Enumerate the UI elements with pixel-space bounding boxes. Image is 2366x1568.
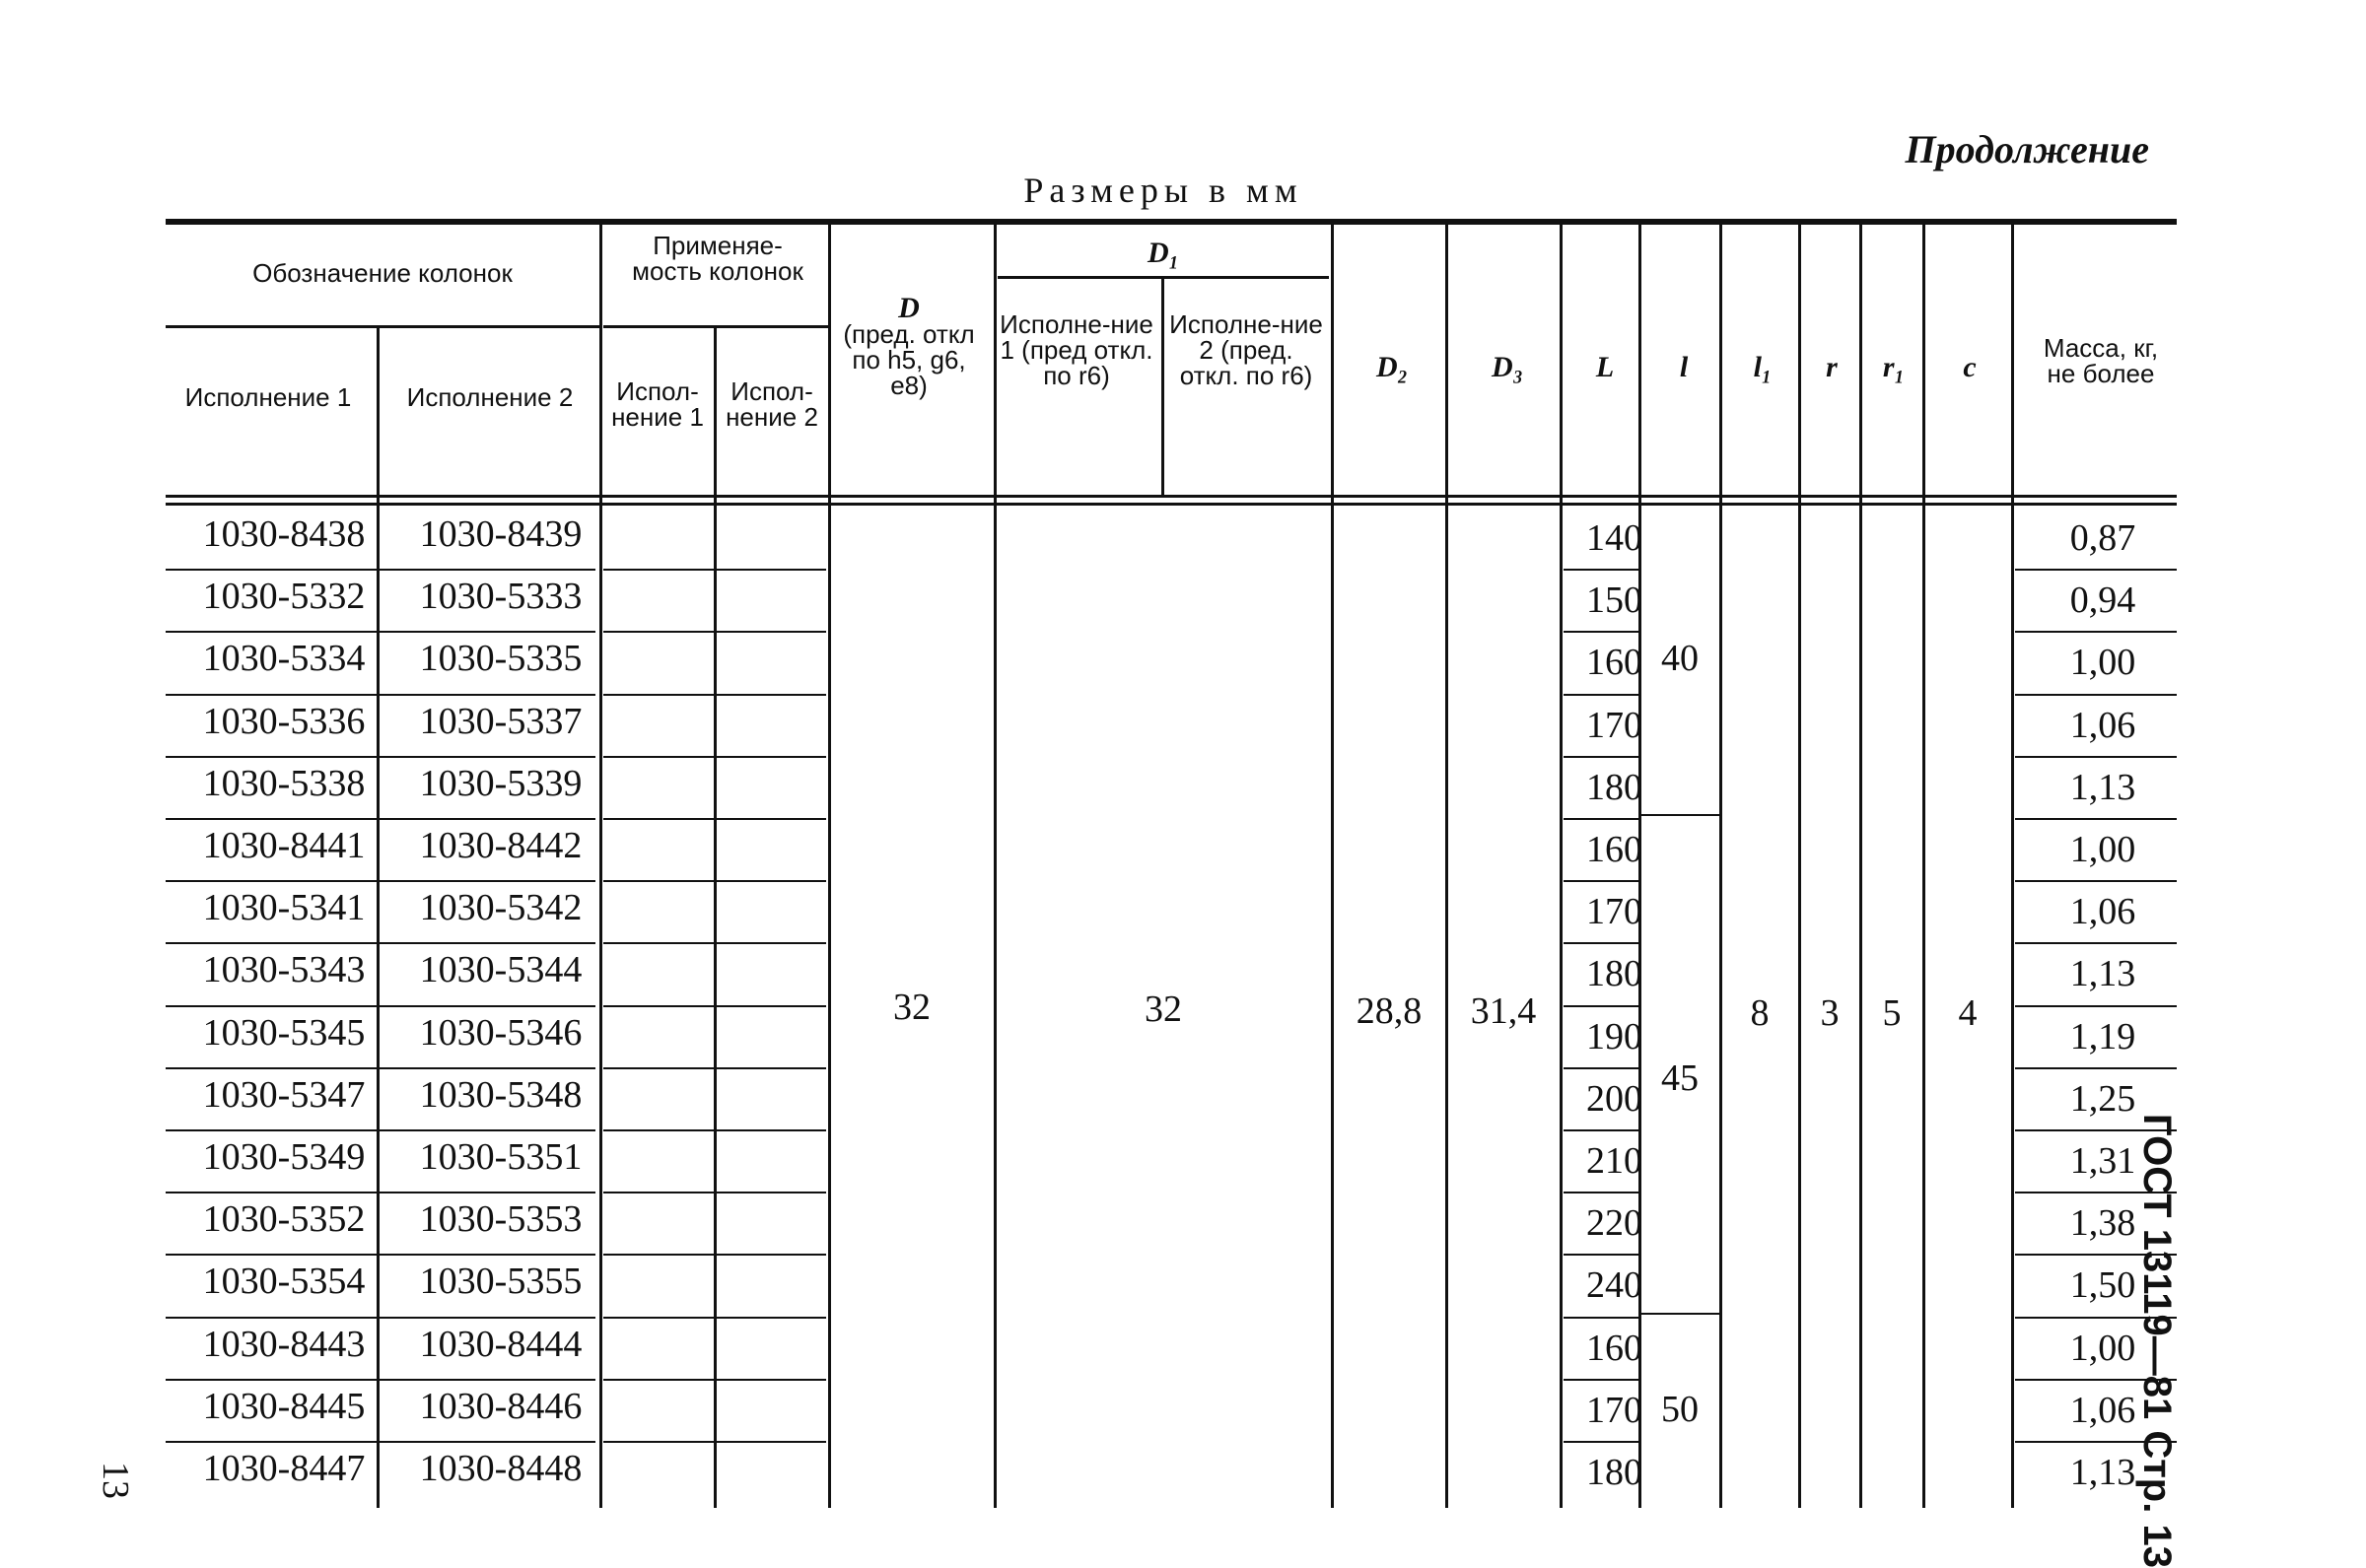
- row-exec1-code: 1030-8438: [202, 513, 366, 555]
- merged-c: 4: [1958, 992, 1978, 1034]
- row-rule-L: [1564, 1254, 1638, 1256]
- col-line: [1331, 225, 1334, 1508]
- row-mass-value: 1,06: [2069, 704, 2136, 746]
- row-rule-L: [1564, 1379, 1638, 1381]
- row-rule-applicability: [603, 756, 826, 758]
- page-number: 13: [95, 1462, 136, 1499]
- col-line: [828, 225, 831, 1508]
- row-rule-applicability: [603, 1005, 826, 1007]
- row-rule-applicability: [603, 631, 826, 633]
- row-exec1-code: 1030-5341: [202, 887, 366, 929]
- row-mass-value: 1,13: [2069, 1452, 2136, 1493]
- row-rule: [166, 1379, 595, 1381]
- header-D1-exec2: Исполне-ние 2 (пред. откл. по r6): [1169, 309, 1323, 390]
- col-line: [377, 325, 380, 1508]
- row-exec2-code: 1030-5348: [419, 1073, 583, 1116]
- header-D: [830, 292, 988, 400]
- header-rule-designation: [166, 325, 599, 328]
- header-r1-symbol: r₁: [1882, 351, 1906, 383]
- row-rule-mass: [2015, 880, 2177, 882]
- row-exec1-code: 1030-5334: [202, 638, 366, 680]
- row-rule-mass: [2015, 1005, 2177, 1007]
- row-exec2-code: 1030-5351: [419, 1136, 583, 1178]
- row-L-value: 180: [1586, 953, 1642, 995]
- row-rule-L: [1564, 694, 1638, 696]
- row-mass-value: 1,31: [2069, 1140, 2136, 1182]
- row-mass-value: 1,06: [2069, 891, 2136, 933]
- row-rule-applicability: [603, 1441, 826, 1443]
- row-L-value: 170: [1586, 891, 1642, 933]
- row-exec2-code: 1030-5355: [419, 1261, 583, 1303]
- row-exec1-code: 1030-5349: [202, 1136, 366, 1178]
- row-mass-value: 1,38: [2069, 1202, 2136, 1245]
- row-mass-value: 1,50: [2069, 1264, 2136, 1307]
- header-l1-symbol: l₁: [1753, 351, 1773, 383]
- header-D1-exec1: Исполне-ние 1 (пред откл. по r6): [1000, 309, 1153, 390]
- header-D-note: (пред. откл по h5, g6, e8): [843, 319, 975, 400]
- header-bottom-rule-2: [166, 503, 2177, 506]
- header-bottom-rule: [166, 495, 2177, 498]
- row-L-value: 160: [1586, 1327, 1642, 1369]
- row-rule-mass: [2015, 694, 2177, 696]
- row-exec2-code: 1030-5342: [419, 887, 583, 929]
- row-L-value: 180: [1586, 766, 1642, 808]
- header-l-symbol: l: [1679, 351, 1689, 383]
- merged-D3: 31,4: [1470, 990, 1537, 1032]
- row-rule-applicability: [603, 880, 826, 882]
- header-applicability: Применяе-мость колонок: [632, 231, 803, 286]
- header-designation: Обозначение колонок: [252, 258, 513, 288]
- row-rule: [166, 1441, 595, 1443]
- row-mass-value: 1,13: [2069, 953, 2136, 995]
- header-D2-symbol: D₂: [1375, 351, 1409, 383]
- row-exec2-code: 1030-5339: [419, 762, 583, 804]
- row-exec2-code: 1030-8444: [419, 1323, 583, 1365]
- row-exec1-code: 1030-5336: [202, 700, 366, 742]
- header-mass: Масса, кг, не более: [2043, 333, 2159, 388]
- continuation-label: Продолжение: [1905, 127, 2149, 171]
- col-line: [1719, 225, 1722, 1508]
- row-rule-applicability: [603, 569, 826, 571]
- merged-D1: 32: [1145, 989, 1182, 1030]
- col-line: [2011, 225, 2014, 1508]
- header-D1-symbol: D₁: [1147, 237, 1180, 269]
- row-rule-L: [1564, 880, 1638, 882]
- header-D3-symbol: D₃: [1491, 351, 1524, 383]
- row-rule-applicability: [603, 1254, 826, 1256]
- row-rule: [166, 569, 595, 571]
- row-exec1-code: 1030-5343: [202, 949, 366, 991]
- row-mass-value: 1,13: [2069, 766, 2136, 808]
- row-mass-value: 1,19: [2069, 1015, 2136, 1057]
- row-exec1-code: 1030-8445: [202, 1385, 366, 1427]
- row-exec1-code: 1030-5345: [202, 1011, 366, 1054]
- table-top-rule: [166, 219, 2177, 225]
- merged-r: 3: [1820, 992, 1840, 1034]
- col-line: [714, 325, 717, 1508]
- row-rule: [166, 1005, 595, 1007]
- row-rule-L: [1564, 1317, 1638, 1319]
- row-rule-applicability: [603, 1317, 826, 1319]
- row-exec2-code: 1030-5344: [419, 949, 583, 991]
- header-r-symbol: r: [1826, 351, 1838, 383]
- merged-l1: 8: [1750, 992, 1770, 1034]
- merged-D2: 28,8: [1356, 990, 1423, 1032]
- col-line: [599, 225, 602, 1508]
- merged-l-group-2: 45: [1661, 1057, 1699, 1099]
- row-rule-L: [1564, 1005, 1638, 1007]
- row-mass-value: 0,87: [2069, 517, 2136, 559]
- row-rule: [166, 631, 595, 633]
- row-exec2-code: 1030-8446: [419, 1385, 583, 1427]
- row-exec2-code: 1030-5337: [419, 700, 583, 742]
- row-mass-value: 1,00: [2069, 829, 2136, 870]
- l-group-divider: [1640, 1313, 1719, 1315]
- header-app-exec1: Испол-нение 1: [611, 376, 704, 432]
- row-exec1-code: 1030-5332: [202, 576, 366, 618]
- header-l: [1644, 351, 1723, 383]
- row-rule-L: [1564, 569, 1638, 571]
- row-rule-applicability: [603, 1379, 826, 1381]
- header-D2: [1337, 351, 1447, 383]
- row-L-value: 210: [1586, 1140, 1642, 1182]
- row-L-value: 240: [1586, 1264, 1642, 1307]
- merged-D: 32: [893, 987, 931, 1028]
- row-rule-L: [1564, 1441, 1638, 1443]
- row-rule-applicability: [603, 818, 826, 820]
- row-exec2-code: 1030-5333: [419, 576, 583, 618]
- header-c: [1926, 351, 2013, 383]
- row-rule-L: [1564, 942, 1638, 944]
- row-exec1-code: 1030-5352: [202, 1198, 366, 1241]
- row-rule-L: [1564, 818, 1638, 820]
- row-exec2-code: 1030-5353: [419, 1198, 583, 1241]
- row-exec1-code: 1030-8447: [202, 1448, 366, 1489]
- merged-r1: 5: [1882, 992, 1902, 1034]
- col-line: [1445, 225, 1448, 1508]
- header-exec1: Исполнение 1: [184, 382, 352, 412]
- row-L-value: 150: [1586, 579, 1642, 622]
- col-line: [1922, 225, 1925, 1508]
- row-L-value: 140: [1586, 517, 1642, 559]
- header-l1: [1723, 351, 1802, 383]
- header-L: [1566, 351, 1644, 383]
- row-rule: [166, 818, 595, 820]
- row-exec1-code: 1030-5347: [202, 1073, 366, 1116]
- row-exec1-code: 1030-8443: [202, 1323, 366, 1365]
- row-L-value: 180: [1586, 1452, 1642, 1493]
- row-rule-applicability: [603, 942, 826, 944]
- row-exec2-code: 1030-5346: [419, 1011, 583, 1054]
- header-app-exec2: Испол-нение 2: [726, 376, 818, 432]
- row-L-value: 200: [1586, 1077, 1642, 1120]
- row-rule: [166, 1192, 595, 1193]
- row-rule-L: [1564, 1129, 1638, 1131]
- header-exec2: Исполнение 2: [406, 382, 574, 412]
- row-exec2-code: 1030-8442: [419, 825, 583, 866]
- row-rule-applicability: [603, 694, 826, 696]
- row-L-value: 160: [1586, 642, 1642, 684]
- row-L-value: 170: [1586, 1389, 1642, 1431]
- row-rule-applicability: [603, 1067, 826, 1069]
- row-L-value: 190: [1586, 1015, 1642, 1057]
- header-c-symbol: c: [1963, 351, 1977, 383]
- col-line: [994, 225, 997, 1508]
- row-mass-value: 1,00: [2069, 1327, 2136, 1369]
- row-rule-L: [1564, 756, 1638, 758]
- row-L-value: 160: [1586, 829, 1642, 870]
- row-rule: [166, 1254, 595, 1256]
- row-rule-mass: [2015, 1067, 2177, 1069]
- row-rule: [166, 880, 595, 882]
- row-L-value: 220: [1586, 1202, 1642, 1245]
- col-line: [1161, 276, 1164, 495]
- col-line: [1859, 225, 1862, 1508]
- row-mass-value: 1,00: [2069, 642, 2136, 684]
- header-D-symbol: D: [898, 292, 920, 324]
- col-line: [1560, 225, 1563, 1508]
- header-D1: [996, 237, 1331, 269]
- header-L-symbol: L: [1595, 351, 1615, 383]
- row-rule-mass: [2015, 942, 2177, 944]
- row-exec2-code: 1030-8448: [419, 1448, 583, 1489]
- row-rule: [166, 694, 595, 696]
- row-rule-mass: [2015, 756, 2177, 758]
- row-L-value: 170: [1586, 704, 1642, 746]
- units-caption: Размеры в мм: [1023, 170, 1303, 210]
- row-exec1-code: 1030-5354: [202, 1261, 366, 1303]
- row-exec2-code: 1030-5335: [419, 638, 583, 680]
- row-rule: [166, 1317, 595, 1319]
- row-exec1-code: 1030-5338: [202, 762, 366, 804]
- row-rule-applicability: [603, 1192, 826, 1193]
- header-r1: [1863, 351, 1924, 383]
- row-exec2-code: 1030-8439: [419, 513, 583, 555]
- row-rule-L: [1564, 1067, 1638, 1069]
- col-line: [1798, 225, 1801, 1508]
- row-rule-mass: [2015, 818, 2177, 820]
- row-rule-mass: [2015, 631, 2177, 633]
- row-rule: [166, 1129, 595, 1131]
- row-rule: [166, 756, 595, 758]
- merged-l-group-1: 40: [1661, 638, 1699, 679]
- gost-side-label: ГОСТ 13119—81 Стр. 13: [2135, 1114, 2179, 1568]
- row-rule: [166, 1067, 595, 1069]
- merged-l-group-3: 50: [1661, 1389, 1699, 1430]
- row-rule-L: [1564, 631, 1638, 633]
- header-r: [1802, 351, 1861, 383]
- row-rule-L: [1564, 1192, 1638, 1193]
- row-rule-mass: [2015, 569, 2177, 571]
- row-mass-value: 0,94: [2069, 579, 2136, 622]
- row-exec1-code: 1030-8441: [202, 825, 366, 866]
- row-rule: [166, 942, 595, 944]
- row-mass-value: 1,06: [2069, 1389, 2136, 1431]
- row-mass-value: 1,25: [2069, 1077, 2136, 1120]
- header-D3: [1451, 351, 1564, 383]
- row-rule-applicability: [603, 1129, 826, 1131]
- l-group-divider: [1640, 814, 1719, 816]
